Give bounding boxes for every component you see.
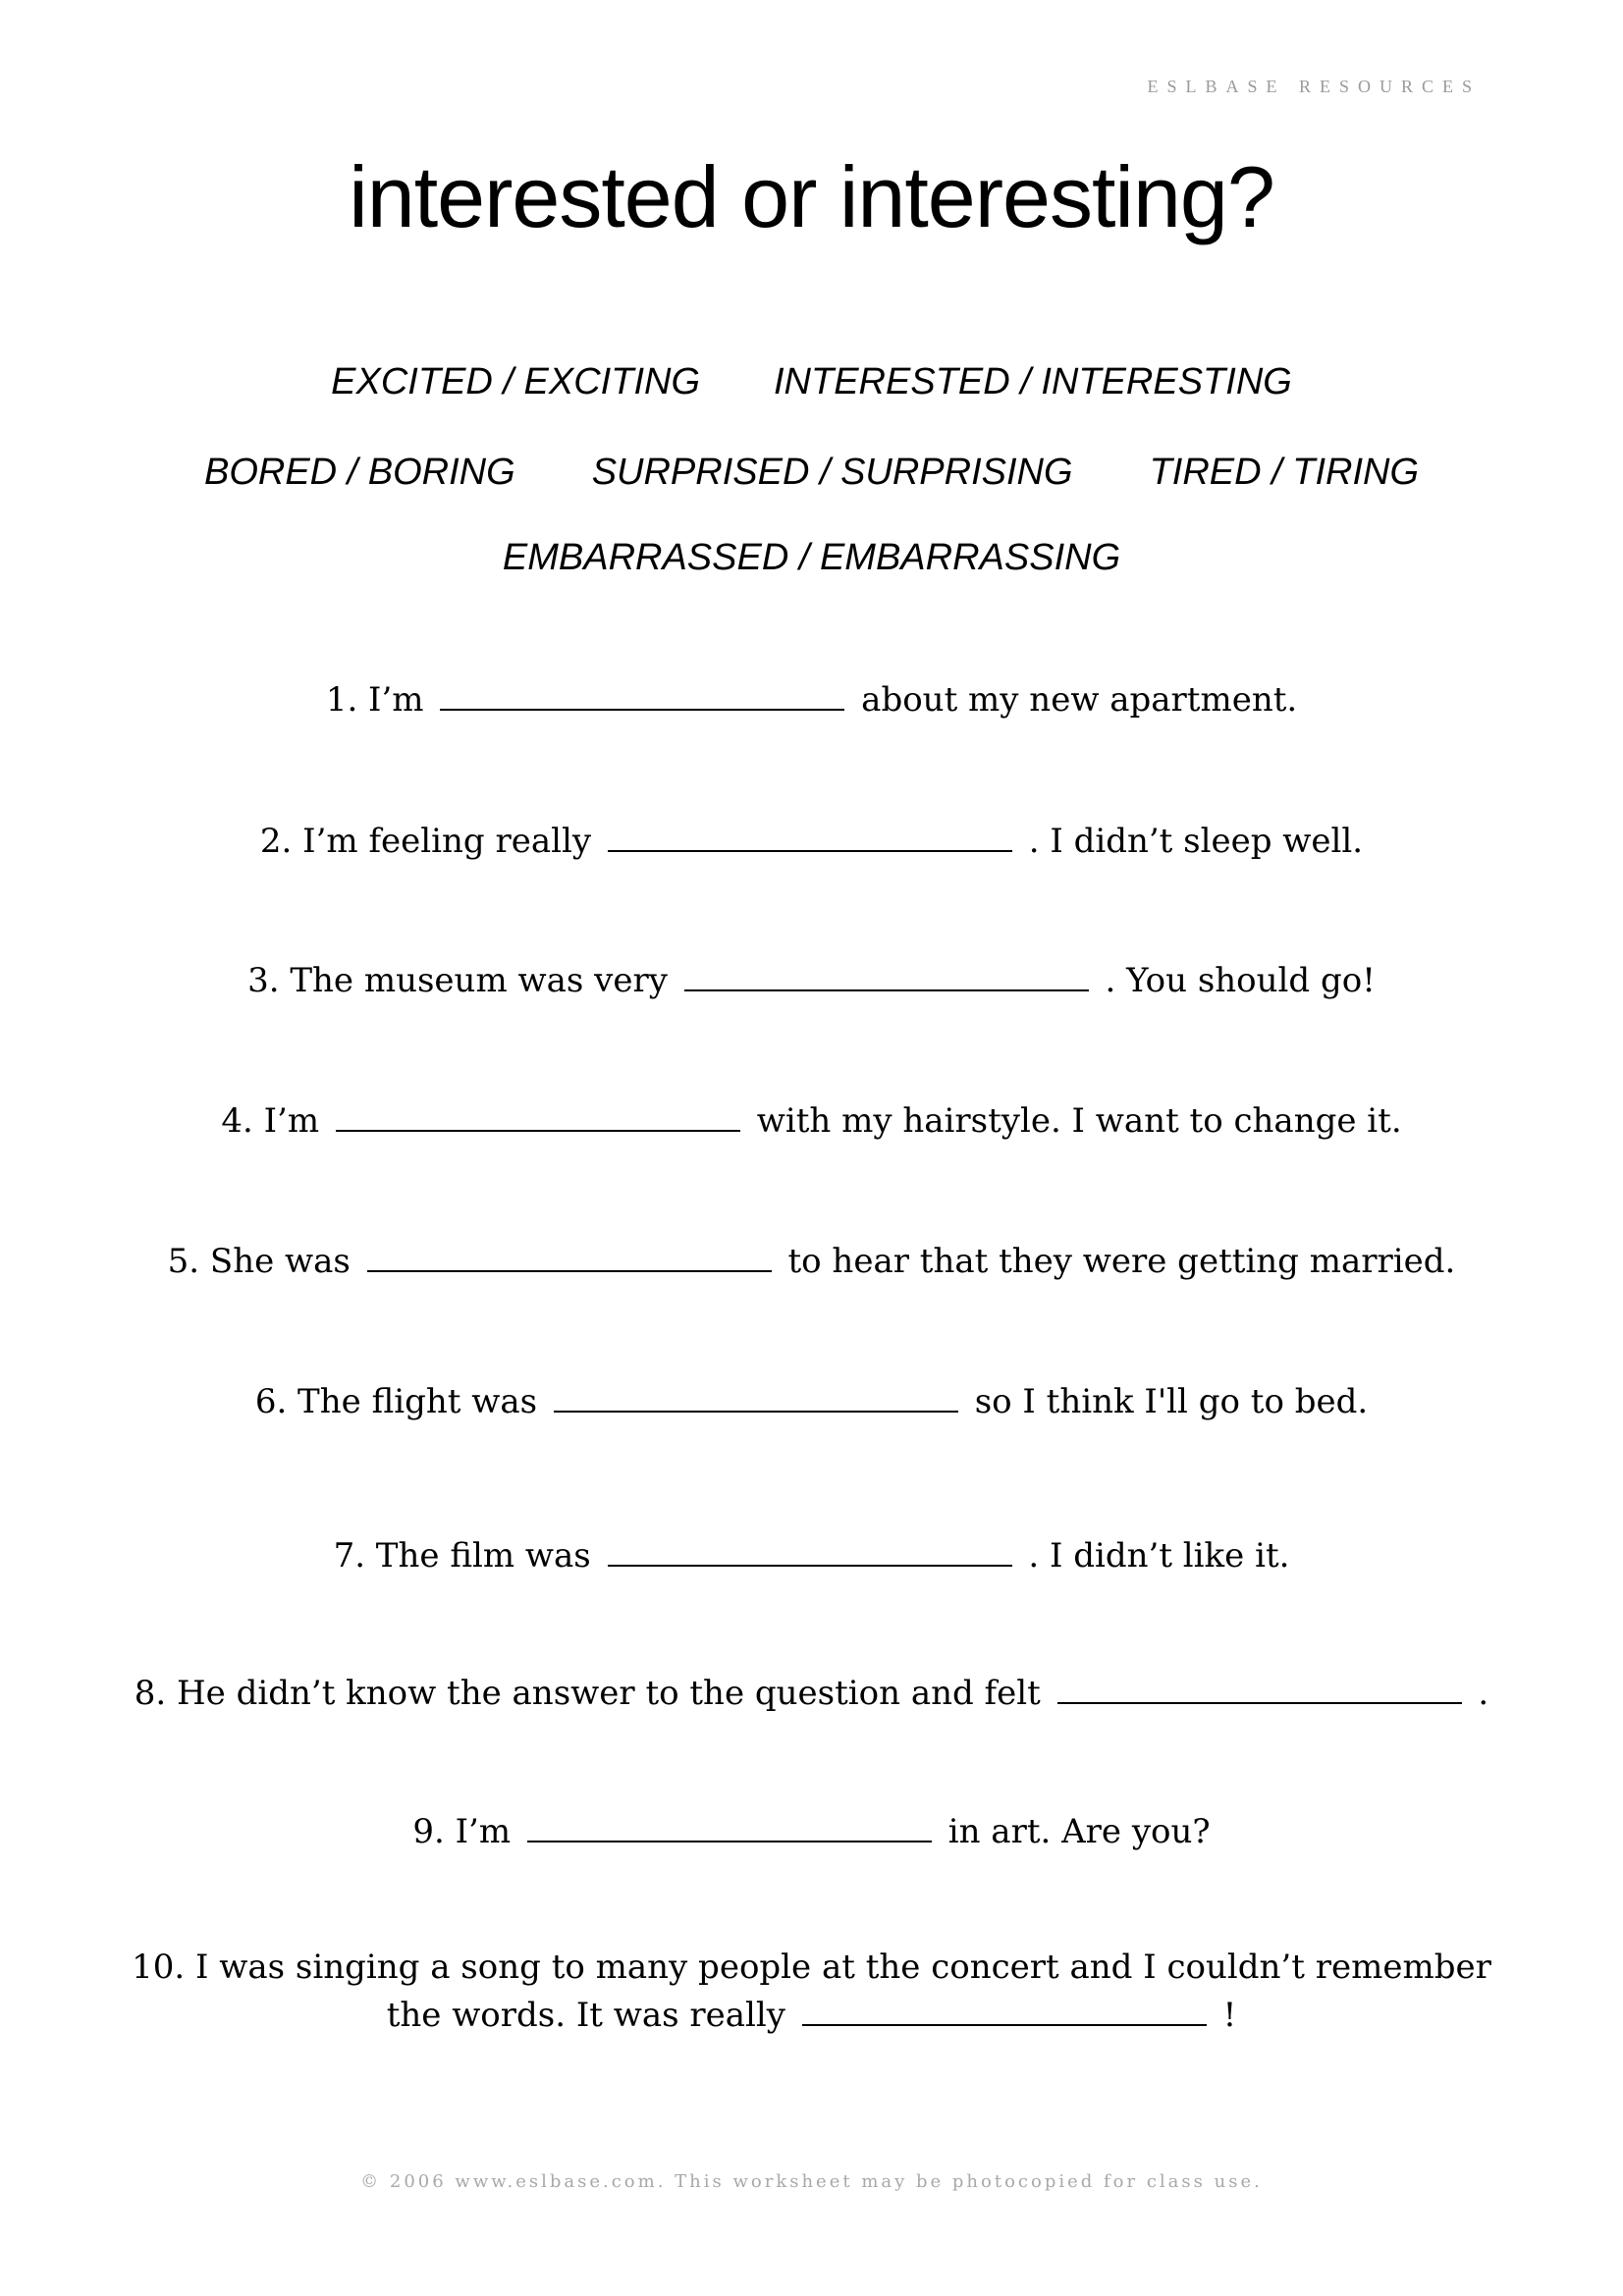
question-10 <box>0 1944 1623 2039</box>
question-8 <box>0 1669 1623 1716</box>
question-text-after: ! <box>1222 1996 1237 2035</box>
question-6 <box>0 1377 1623 1424</box>
question-4 <box>0 1096 1623 1144</box>
question-text-before: 4. I’m <box>221 1101 320 1141</box>
question-text-before: 5. She was <box>167 1242 351 1281</box>
word-bank-row-2 <box>0 452 1623 494</box>
question-text-after: with my hairstyle. I want to change it. <box>756 1101 1402 1141</box>
question-1 <box>0 675 1623 722</box>
question-text-before: 2. I’m feeling really <box>259 822 592 861</box>
word-bank-item: TIRED / TIRING <box>1149 452 1420 493</box>
question-text-after: in art. Are you? <box>947 1812 1211 1851</box>
question-text-after: about my new apartment. <box>861 680 1298 720</box>
question-2 <box>0 817 1623 864</box>
answer-blank[interactable] <box>684 956 1089 991</box>
question-text-after: . You should go! <box>1105 961 1376 1000</box>
question-text-before: 6. The flight was <box>254 1382 538 1421</box>
answer-blank[interactable] <box>367 1237 772 1272</box>
question-line-2 <box>0 1991 1623 2039</box>
answer-blank[interactable] <box>440 675 844 711</box>
word-bank-item: EMBARRASSED / EMBARRASSING <box>502 537 1121 578</box>
question-text-after: so I think I'll go to bed. <box>974 1382 1369 1421</box>
question-text-after: . I didn’t sleep well. <box>1028 822 1364 861</box>
question-3 <box>0 956 1623 1003</box>
word-bank-item: SURPRISED / SURPRISING <box>591 452 1073 493</box>
question-text-before: 8. He didn’t know the answer to the question and felt <box>134 1674 1041 1713</box>
answer-blank[interactable] <box>1057 1669 1462 1704</box>
question-text-after: . <box>1478 1674 1489 1713</box>
answer-blank[interactable] <box>336 1096 740 1132</box>
question-text-before: the words. It was really <box>386 1996 785 2035</box>
question-text-after: . I didn’t like it. <box>1028 1536 1290 1575</box>
question-text-before: 9. I’m <box>412 1812 512 1851</box>
word-bank-item: INTERESTED / INTERESTING <box>774 361 1292 402</box>
word-bank-item: EXCITED / EXCITING <box>331 361 700 402</box>
question-7 <box>0 1531 1623 1578</box>
answer-blank[interactable] <box>554 1377 958 1413</box>
question-text-line-1: 10. I was singing a song to many people at the concert and I couldn’t remember <box>132 1948 1491 1987</box>
answer-blank[interactable] <box>608 817 1012 852</box>
word-bank-row-1 <box>0 361 1623 403</box>
question-text-before: 1. I’m <box>325 680 424 720</box>
answer-blank[interactable] <box>527 1807 932 1842</box>
question-text-before: 7. The film was <box>333 1536 591 1575</box>
word-bank-item: BORED / BORING <box>203 452 515 493</box>
answer-blank[interactable] <box>802 1991 1207 2026</box>
word-bank-row-3 <box>0 537 1623 579</box>
header-label: ESLBASE RESOURCES <box>1147 77 1481 96</box>
question-9 <box>0 1807 1623 1854</box>
footer-copyright: © 2006 www.eslbase.com. This worksheet may be photocopied for class use. <box>360 2171 1263 2192</box>
answer-blank[interactable] <box>608 1531 1012 1567</box>
worksheet-title: interested or interesting? <box>349 148 1274 245</box>
question-text-before: 3. The museum was very <box>247 961 668 1000</box>
question-5 <box>0 1237 1623 1284</box>
question-text-after: to hear that they were getting married. <box>787 1242 1456 1281</box>
